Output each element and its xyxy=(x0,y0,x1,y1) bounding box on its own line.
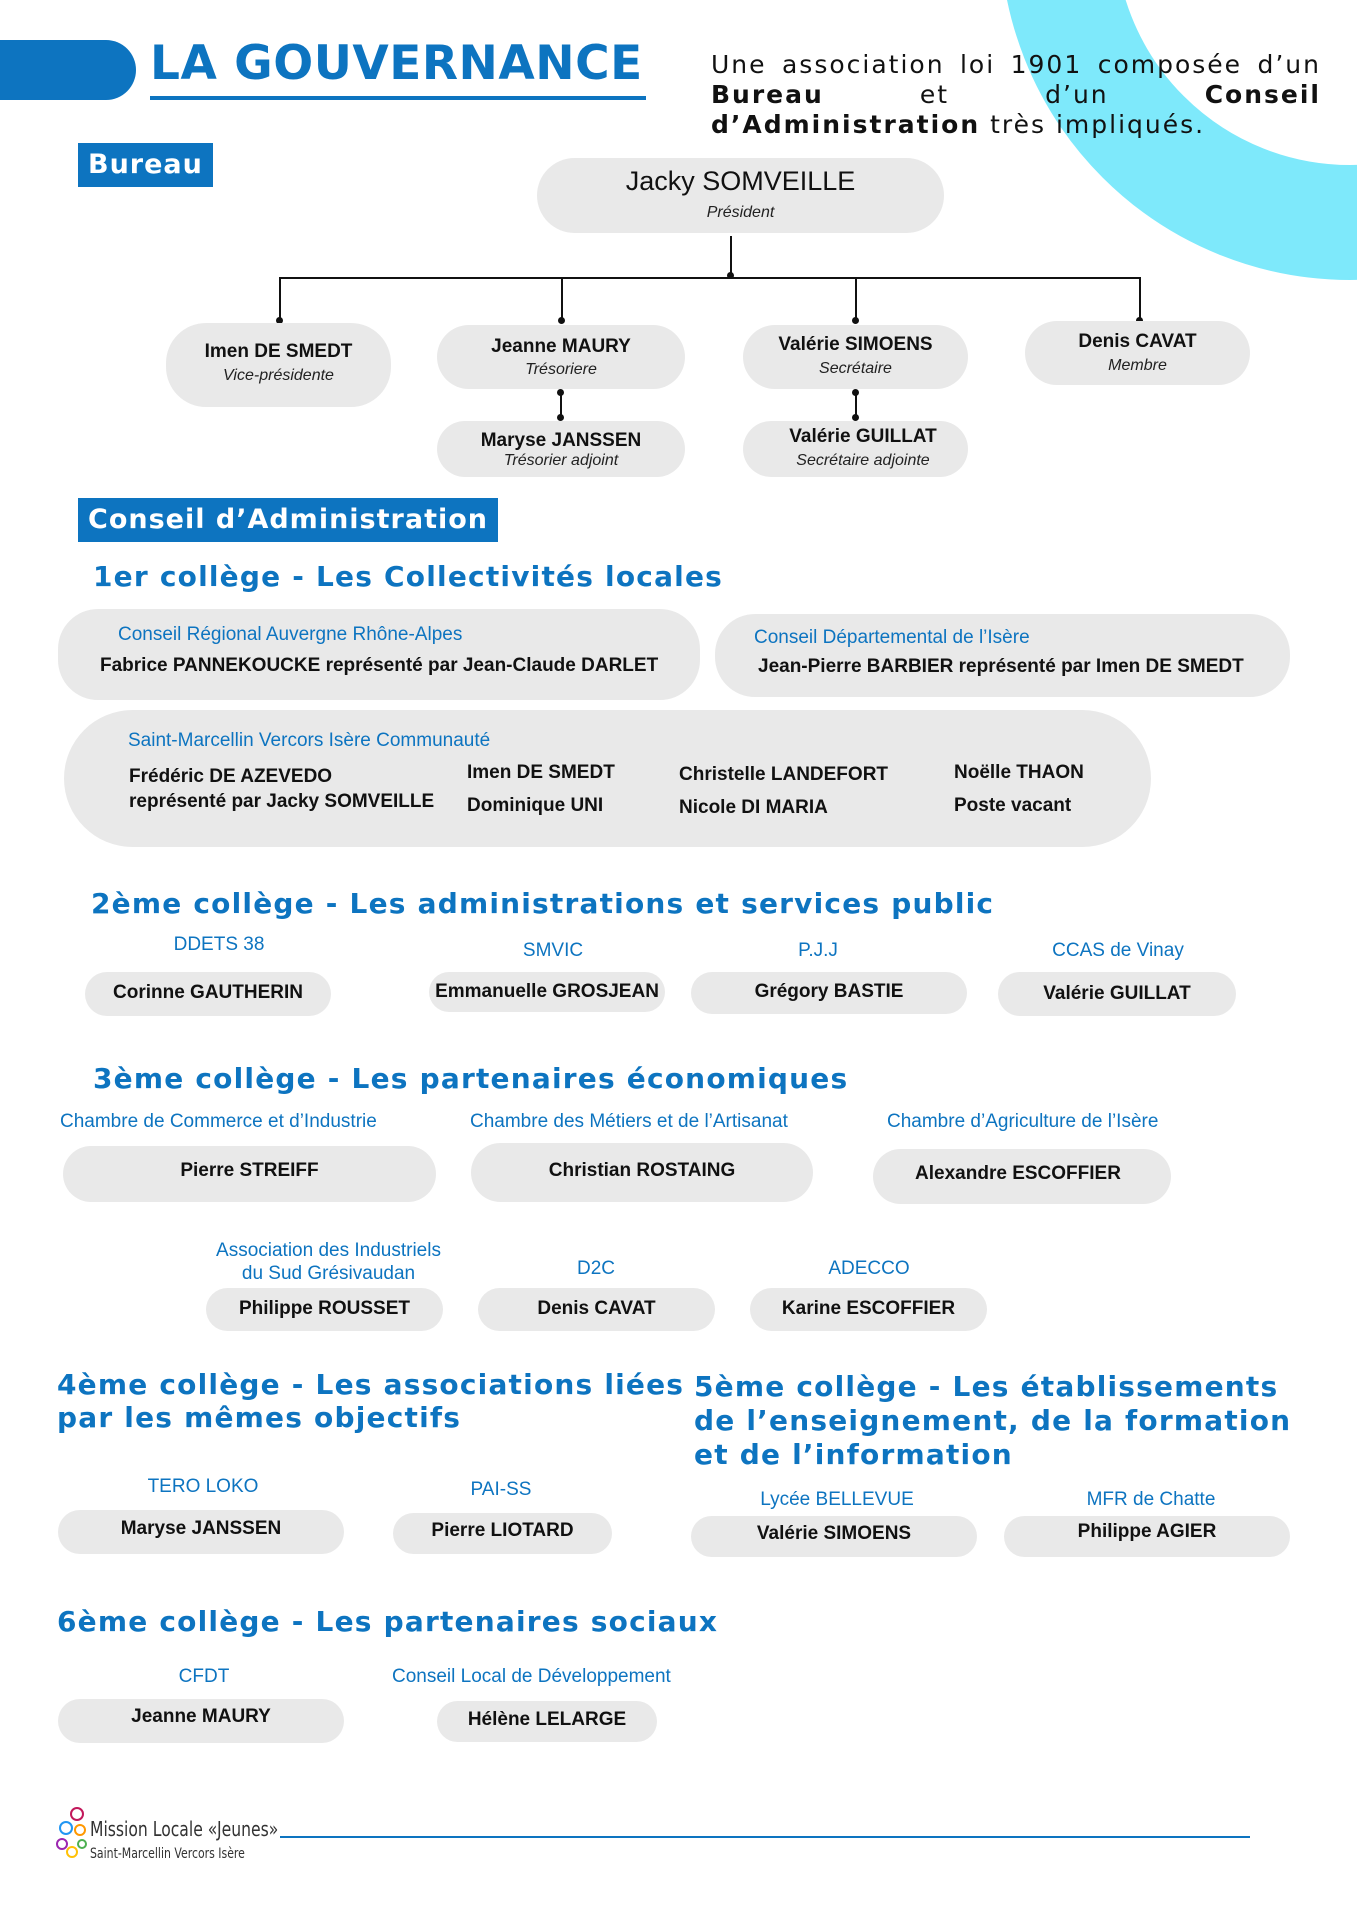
member-name: Philippe ROUSSET xyxy=(238,1298,411,1319)
org-name: Chambre des Métiers et de l’Artisanat xyxy=(470,1111,788,1132)
member-name: Alexandre ESCOFFIER xyxy=(915,1163,1121,1184)
president-role: Président xyxy=(706,204,775,221)
member-role: Secrétaire xyxy=(819,360,892,377)
member-name: Valérie SIMOENS xyxy=(756,1523,912,1544)
adjoint-role: Secrétaire adjointe xyxy=(796,452,930,469)
member-name: Nicole DI MARIA xyxy=(679,797,828,818)
org-name: Saint-Marcellin Vercors Isère Communauté xyxy=(128,730,491,751)
logo-title: Mission Locale «Jeunes» xyxy=(90,1817,279,1841)
college3-title: 3ème collège - Les partenaires économiques xyxy=(93,1062,849,1095)
connector-dot xyxy=(557,389,564,396)
president-name: Jacky SOMVEILLE xyxy=(625,166,856,196)
member-name: Maryse JANSSEN xyxy=(120,1518,282,1539)
conseil-badge: Conseil d’Administration xyxy=(78,498,498,542)
member-name: Corinne GAUTHERIN xyxy=(113,982,303,1003)
member-name: Imen DE SMEDT xyxy=(204,341,353,362)
member-name: Denis CAVAT xyxy=(1078,331,1197,352)
decorative-arc xyxy=(1000,0,1357,280)
org-name: CFDT xyxy=(178,1666,230,1687)
connector-dot xyxy=(852,414,859,421)
intro-text: Une association loi 1901 composée d’un Bureau et d’un Conseil d’Administration très impliqués. xyxy=(711,50,1321,139)
org-name: du Sud Grésivaudan xyxy=(241,1263,416,1284)
connector xyxy=(855,277,857,320)
org-name: CCAS de Vinay xyxy=(1052,940,1184,961)
member-name: Denis CAVAT xyxy=(537,1298,656,1319)
mission-locale-logo-icon xyxy=(52,1806,92,1860)
member-name: représenté par Jacky SOMVEILLE xyxy=(129,791,435,812)
org-name: ADECCO xyxy=(828,1258,910,1279)
college5-title-line1: 5ème collège - Les établissements xyxy=(694,1370,1279,1403)
member-name: Valérie SIMOENS xyxy=(778,334,933,355)
connector xyxy=(730,236,732,276)
org-name: SMVIC xyxy=(522,940,584,961)
college5-title-line2: de l’enseignement, de la formation xyxy=(694,1404,1292,1437)
college1-title: 1er collège - Les Collectivités locales xyxy=(93,560,724,593)
member-name: Fabrice PANNEKOUCKE représenté par Jean-Claude DARLET xyxy=(100,655,659,676)
member-name: Grégory BASTIE xyxy=(754,981,904,1002)
member-role: Vice-présidente xyxy=(223,367,334,384)
member-role: Trésoriere xyxy=(525,361,597,378)
member-name: Dominique UNI xyxy=(467,795,604,816)
adjoint-name: Valérie GUILLAT xyxy=(789,426,937,447)
org-name: PAI-SS xyxy=(470,1479,532,1500)
member-name: Frédéric DE AZEVEDO xyxy=(129,766,333,787)
org-name: Association des Industriels xyxy=(216,1240,441,1261)
member-name: Emmanuelle GROSJEAN xyxy=(435,981,659,1002)
adjoint-role: Trésorier adjoint xyxy=(503,452,619,469)
college6-title: 6ème collège - Les partenaires sociaux xyxy=(57,1605,719,1638)
college4-title-line1: 4ème collège - Les associations liées xyxy=(57,1368,685,1401)
member-name: Christelle LANDEFORT xyxy=(679,764,889,785)
org-name: Chambre d’Agriculture de l’Isère xyxy=(887,1111,1159,1132)
member-name: Jean-Pierre BARBIER représenté par Imen DE SMEDT xyxy=(758,656,1244,677)
member-card xyxy=(166,323,391,407)
connector xyxy=(279,277,1140,279)
member-name: Hélène LELARGE xyxy=(467,1709,627,1730)
member-name: Valérie GUILLAT xyxy=(1043,983,1191,1004)
org-name: Lycée BELLEVUE xyxy=(760,1489,914,1510)
connector xyxy=(1139,277,1141,320)
member-name: Pierre LIOTARD xyxy=(431,1520,574,1541)
org-name: Conseil Régional Auvergne Rhône-Alpes xyxy=(118,624,463,645)
member-name: Christian ROSTAING xyxy=(548,1160,736,1181)
connector xyxy=(561,277,563,320)
logo-subtitle: Saint-Marcellin Vercors Isère xyxy=(90,1846,245,1862)
member-name: Philippe AGIER xyxy=(1077,1521,1217,1542)
footer-divider xyxy=(280,1836,1250,1838)
org-name: DDETS 38 xyxy=(173,934,265,955)
bureau-badge: Bureau xyxy=(78,143,213,187)
adjoint-name: Maryse JANSSEN xyxy=(480,430,642,451)
org-name: TERO LOKO xyxy=(147,1476,259,1497)
connector xyxy=(279,277,281,320)
college5-title-line3: et de l’information xyxy=(694,1438,1013,1471)
member-name: Noëlle THAON xyxy=(954,762,1084,783)
member-name: Poste vacant xyxy=(954,795,1072,816)
org-name: P.J.J xyxy=(798,940,838,961)
college4-title-line2: par les mêmes objectifs xyxy=(57,1401,462,1434)
connector-dot xyxy=(557,414,564,421)
connector-dot xyxy=(852,389,859,396)
member-role: Membre xyxy=(1108,357,1167,374)
page-title: LA GOUVERNANCE xyxy=(150,36,643,91)
title-tab-decoration xyxy=(0,40,136,100)
member-name: Jeanne MAURY xyxy=(131,1706,271,1727)
member-name: Karine ESCOFFIER xyxy=(781,1298,956,1319)
member-name: Jeanne MAURY xyxy=(491,336,631,357)
org-name: MFR de Chatte xyxy=(1086,1489,1216,1510)
org-name: Conseil Départemental de l’Isère xyxy=(754,627,1030,648)
member-name: Pierre STREIFF xyxy=(180,1160,319,1181)
connector-dot xyxy=(852,317,859,324)
org-name: D2C xyxy=(576,1258,615,1279)
college2-title: 2ème collège - Les administrations et services public xyxy=(91,887,995,920)
connector-dot xyxy=(558,317,565,324)
member-name: Imen DE SMEDT xyxy=(467,762,615,783)
org-name: Chambre de Commerce et d’Industrie xyxy=(60,1111,377,1132)
org-name: Conseil Local de Développement xyxy=(392,1666,671,1687)
title-underline xyxy=(150,96,646,100)
